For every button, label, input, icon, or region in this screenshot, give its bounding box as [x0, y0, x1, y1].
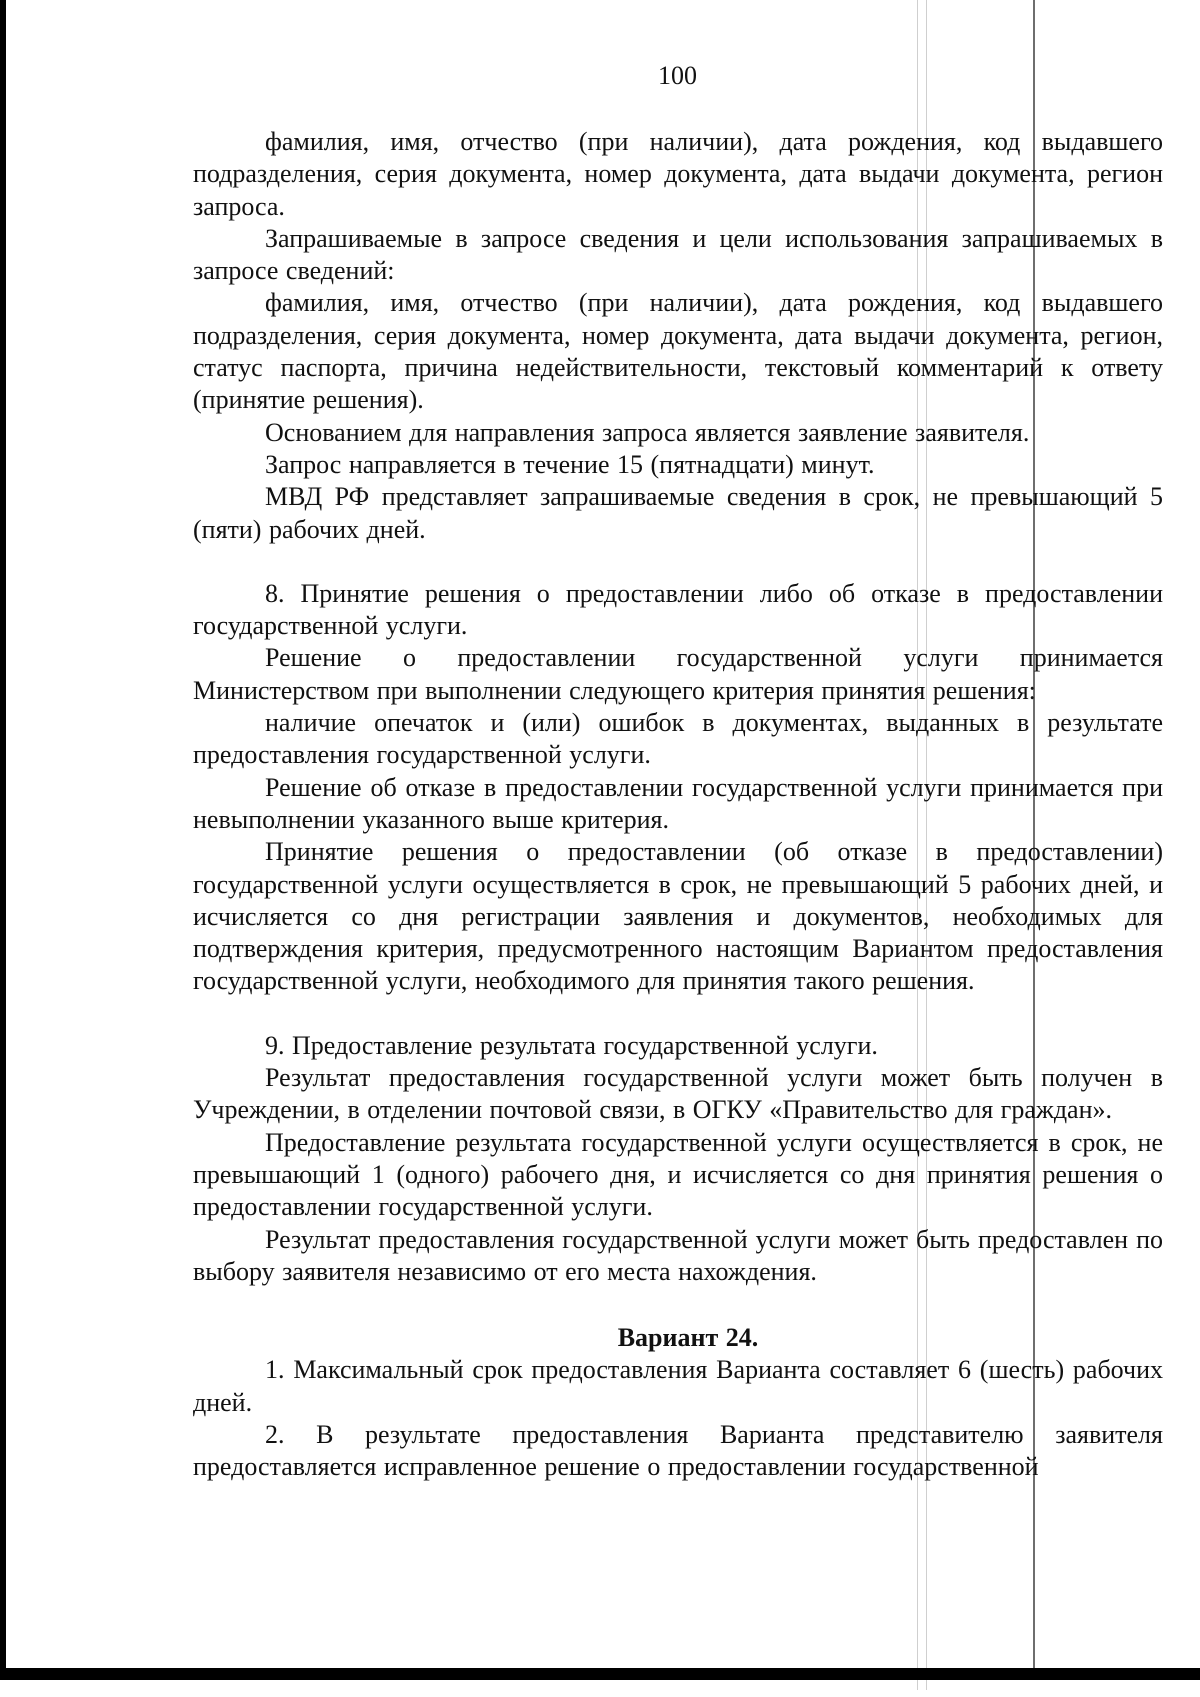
paragraph: МВД РФ представляет запрашиваемые сведения в срок, не превышающий 5 (пяти) рабочих дней. — [193, 482, 1163, 544]
paragraph: наличие опечаток и (или) ошибок в документах, выданных в результате предоставления государственной услуги. — [193, 708, 1163, 770]
paragraph: Результат предоставления государственной услуги может быть предоставлен по выбору заявителя независимо от его места нахождения. — [193, 1224, 1163, 1286]
paragraph: 2. В результате предоставления Варианта представителю заявителя предоставляется исправленное решение о предоставлении государственной — [193, 1419, 1163, 1482]
section-paragraph: 9. Предоставление результата государственной услуги. — [265, 1030, 878, 1060]
scan-left-border — [0, 0, 6, 1680]
paragraph: Запрашиваемые в запросе сведения и цели использования запрашиваемых в запросе сведений: — [193, 223, 1163, 286]
section-paragraph: 8. Принятие решения о предоставлении либо об отказе в предоставлении государственной услуги. — [193, 578, 1163, 641]
document-body — [193, 126, 1163, 1484]
paragraph: Предоставление результата государственной услуги осуществляется в срок, не превышающий 1 (одного) рабочего дня, и исчисляется со дня принятия решения о предоставлении государственной услуги. — [193, 1127, 1163, 1222]
paragraph: Основанием для направления запроса является заявление заявителя. — [265, 417, 1030, 447]
paragraph: фамилия, имя, отчество (при наличии), дата рождения, код выдавшего подразделения, серия документа, номер документа, дата выдачи документа, регион запроса. — [193, 127, 1163, 221]
paragraph: фамилия, имя, отчество (при наличии), дата рождения, код выдавшего подразделения, серия документа, номер документа, дата выдачи документа, регион, статус паспорта, причина недействительности, текстовый комментарий к ответу (принятие решения). — [193, 288, 1163, 415]
paragraph: Результат предоставления государственной услуги может быть получен в Учреждении, в отделении почтовой связи, в ОГКУ «Правительство для граждан». — [193, 1063, 1163, 1125]
page-number: 100 — [658, 61, 697, 90]
paragraph: Принятие решения о предоставлении (об отказе в предоставлении) государственной услуги осуществляется в срок, не превышающий 5 рабочих дней, и исчисляется со дня регистрации заявления и документов, необходимых для подтверждения критерия, предусмотренного настоящим Вариантом предоставления государственной услуги, необходимого для принятия такого решения. — [193, 837, 1163, 996]
paragraph: 1. Максимальный срок предоставления Варианта составляет 6 (шесть) рабочих дней. — [193, 1355, 1163, 1417]
paragraph: Решение об отказе в предоставлении государственной услуги принимается при невыполнении указанного выше критерия. — [193, 772, 1163, 834]
paragraph: Запрос направляется в течение 15 (пятнадцати) минут. — [265, 449, 875, 479]
paragraph: Решение о предоставлении государственной услуги принимается Министерством при выполнении следующего критерия принятия решения: — [193, 643, 1163, 705]
scan-bottom-border — [0, 1668, 1200, 1680]
variant-heading: Вариант 24. — [617, 1323, 759, 1353]
